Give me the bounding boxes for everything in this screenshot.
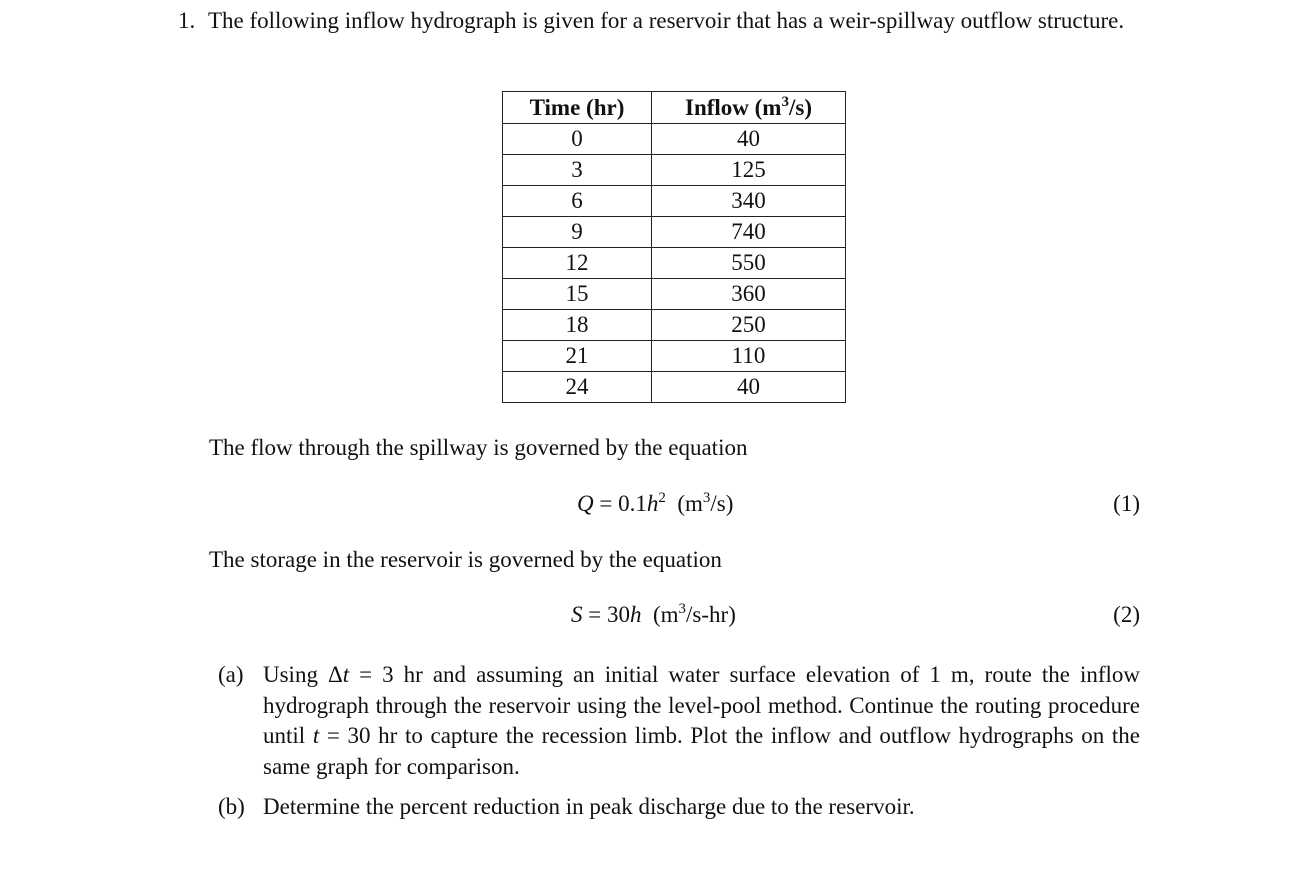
part-b-label: (b): [218, 794, 245, 819]
eq2-lhs: S: [571, 602, 583, 627]
table-row: [503, 279, 846, 310]
inflow-cell: 110: [652, 341, 846, 372]
problem-intro: The following inflow hydrograph is given for a reservoir that has a weir-spillway outflow structure.: [208, 8, 1125, 33]
part-a-text: [263, 660, 1140, 782]
inflow-cell: 550: [652, 248, 846, 279]
table-row: [503, 217, 846, 248]
table-row: [503, 372, 846, 403]
time-cell: 6: [503, 186, 652, 217]
time-column-header: Time (hr): [503, 92, 652, 124]
eq1-unit-prefix: (m: [677, 491, 703, 516]
inflow-header-suffix: /s): [788, 94, 812, 120]
inflow-cell: 40: [652, 124, 846, 155]
table-row: [503, 124, 846, 155]
inflow-cell: 125: [652, 155, 846, 186]
time-cell: 18: [503, 310, 652, 341]
time-cell: 12: [503, 248, 652, 279]
part-b-text: Determine the percent reduction in peak discharge due to the reservoir.: [263, 794, 915, 819]
time-cell: 3: [503, 155, 652, 186]
spillway-equation: [577, 491, 733, 517]
spillway-text: The flow through the spillway is governed by the equation: [209, 435, 748, 460]
storage-text: The storage in the reservoir is governed by the equation: [209, 547, 722, 572]
inflow-cell: 360: [652, 279, 846, 310]
inflow-cell: 740: [652, 217, 846, 248]
part-b: [218, 792, 1140, 823]
eq2-unit-prefix: (m: [652, 602, 679, 627]
time-cell: 0: [503, 124, 652, 155]
problem-statement: [178, 6, 1140, 36]
part-a-label: (a): [218, 662, 244, 687]
eq1-lhs: Q: [577, 491, 594, 516]
inflow-header-prefix: Inflow (m: [685, 94, 782, 120]
problem-number: 1.: [178, 8, 196, 33]
eq1-unit-sup: 3: [702, 490, 711, 506]
eq2-unit-sup: 3: [678, 601, 687, 617]
part-a-var-t2: t: [312, 723, 320, 748]
time-cell: 15: [503, 279, 652, 310]
part-a-text-1: Using Δ: [263, 662, 343, 687]
equation-number-1: (1): [1113, 491, 1140, 516]
inflow-hydrograph-table: [502, 91, 846, 403]
eq1-exp: 2: [658, 490, 666, 506]
table-row: [503, 341, 846, 372]
inflow-cell: 340: [652, 186, 846, 217]
inflow-header-sup: 3: [781, 93, 789, 110]
time-cell: 24: [503, 372, 652, 403]
inflow-cell: 250: [652, 310, 846, 341]
table-row: [503, 155, 846, 186]
eq1-mid: = 0.1: [593, 491, 647, 516]
eq2-mid: = 30: [582, 602, 630, 627]
eq1-unit-suffix: /s): [710, 491, 734, 516]
part-a: [218, 660, 1140, 782]
table-row: [503, 310, 846, 341]
eq1-var: h: [646, 491, 659, 516]
table-row: [503, 186, 846, 217]
table-header-row: [503, 92, 846, 124]
part-a-text-3: = 30 hr to capture the recession limb. Plot the inflow and outflow hydrographs on the same graph for comparison.: [263, 723, 1140, 779]
time-cell: 9: [503, 217, 652, 248]
table-row: [503, 248, 846, 279]
eq2-var: h: [629, 602, 642, 627]
eq2-unit-suffix: /s-hr): [686, 602, 736, 627]
time-cell: 21: [503, 341, 652, 372]
inflow-column-header: [652, 92, 846, 124]
part-a-text-2: = 3 hr and assuming an initial water surface elevation of 1 m, route the inflow hydrograph through the reservoir using the level-pool method. Continue the routing procedure until: [263, 662, 1140, 748]
inflow-cell: 40: [652, 372, 846, 403]
equation-number-2: (2): [1113, 602, 1140, 627]
part-a-var-t1: t: [342, 662, 350, 687]
storage-equation: [571, 602, 736, 628]
